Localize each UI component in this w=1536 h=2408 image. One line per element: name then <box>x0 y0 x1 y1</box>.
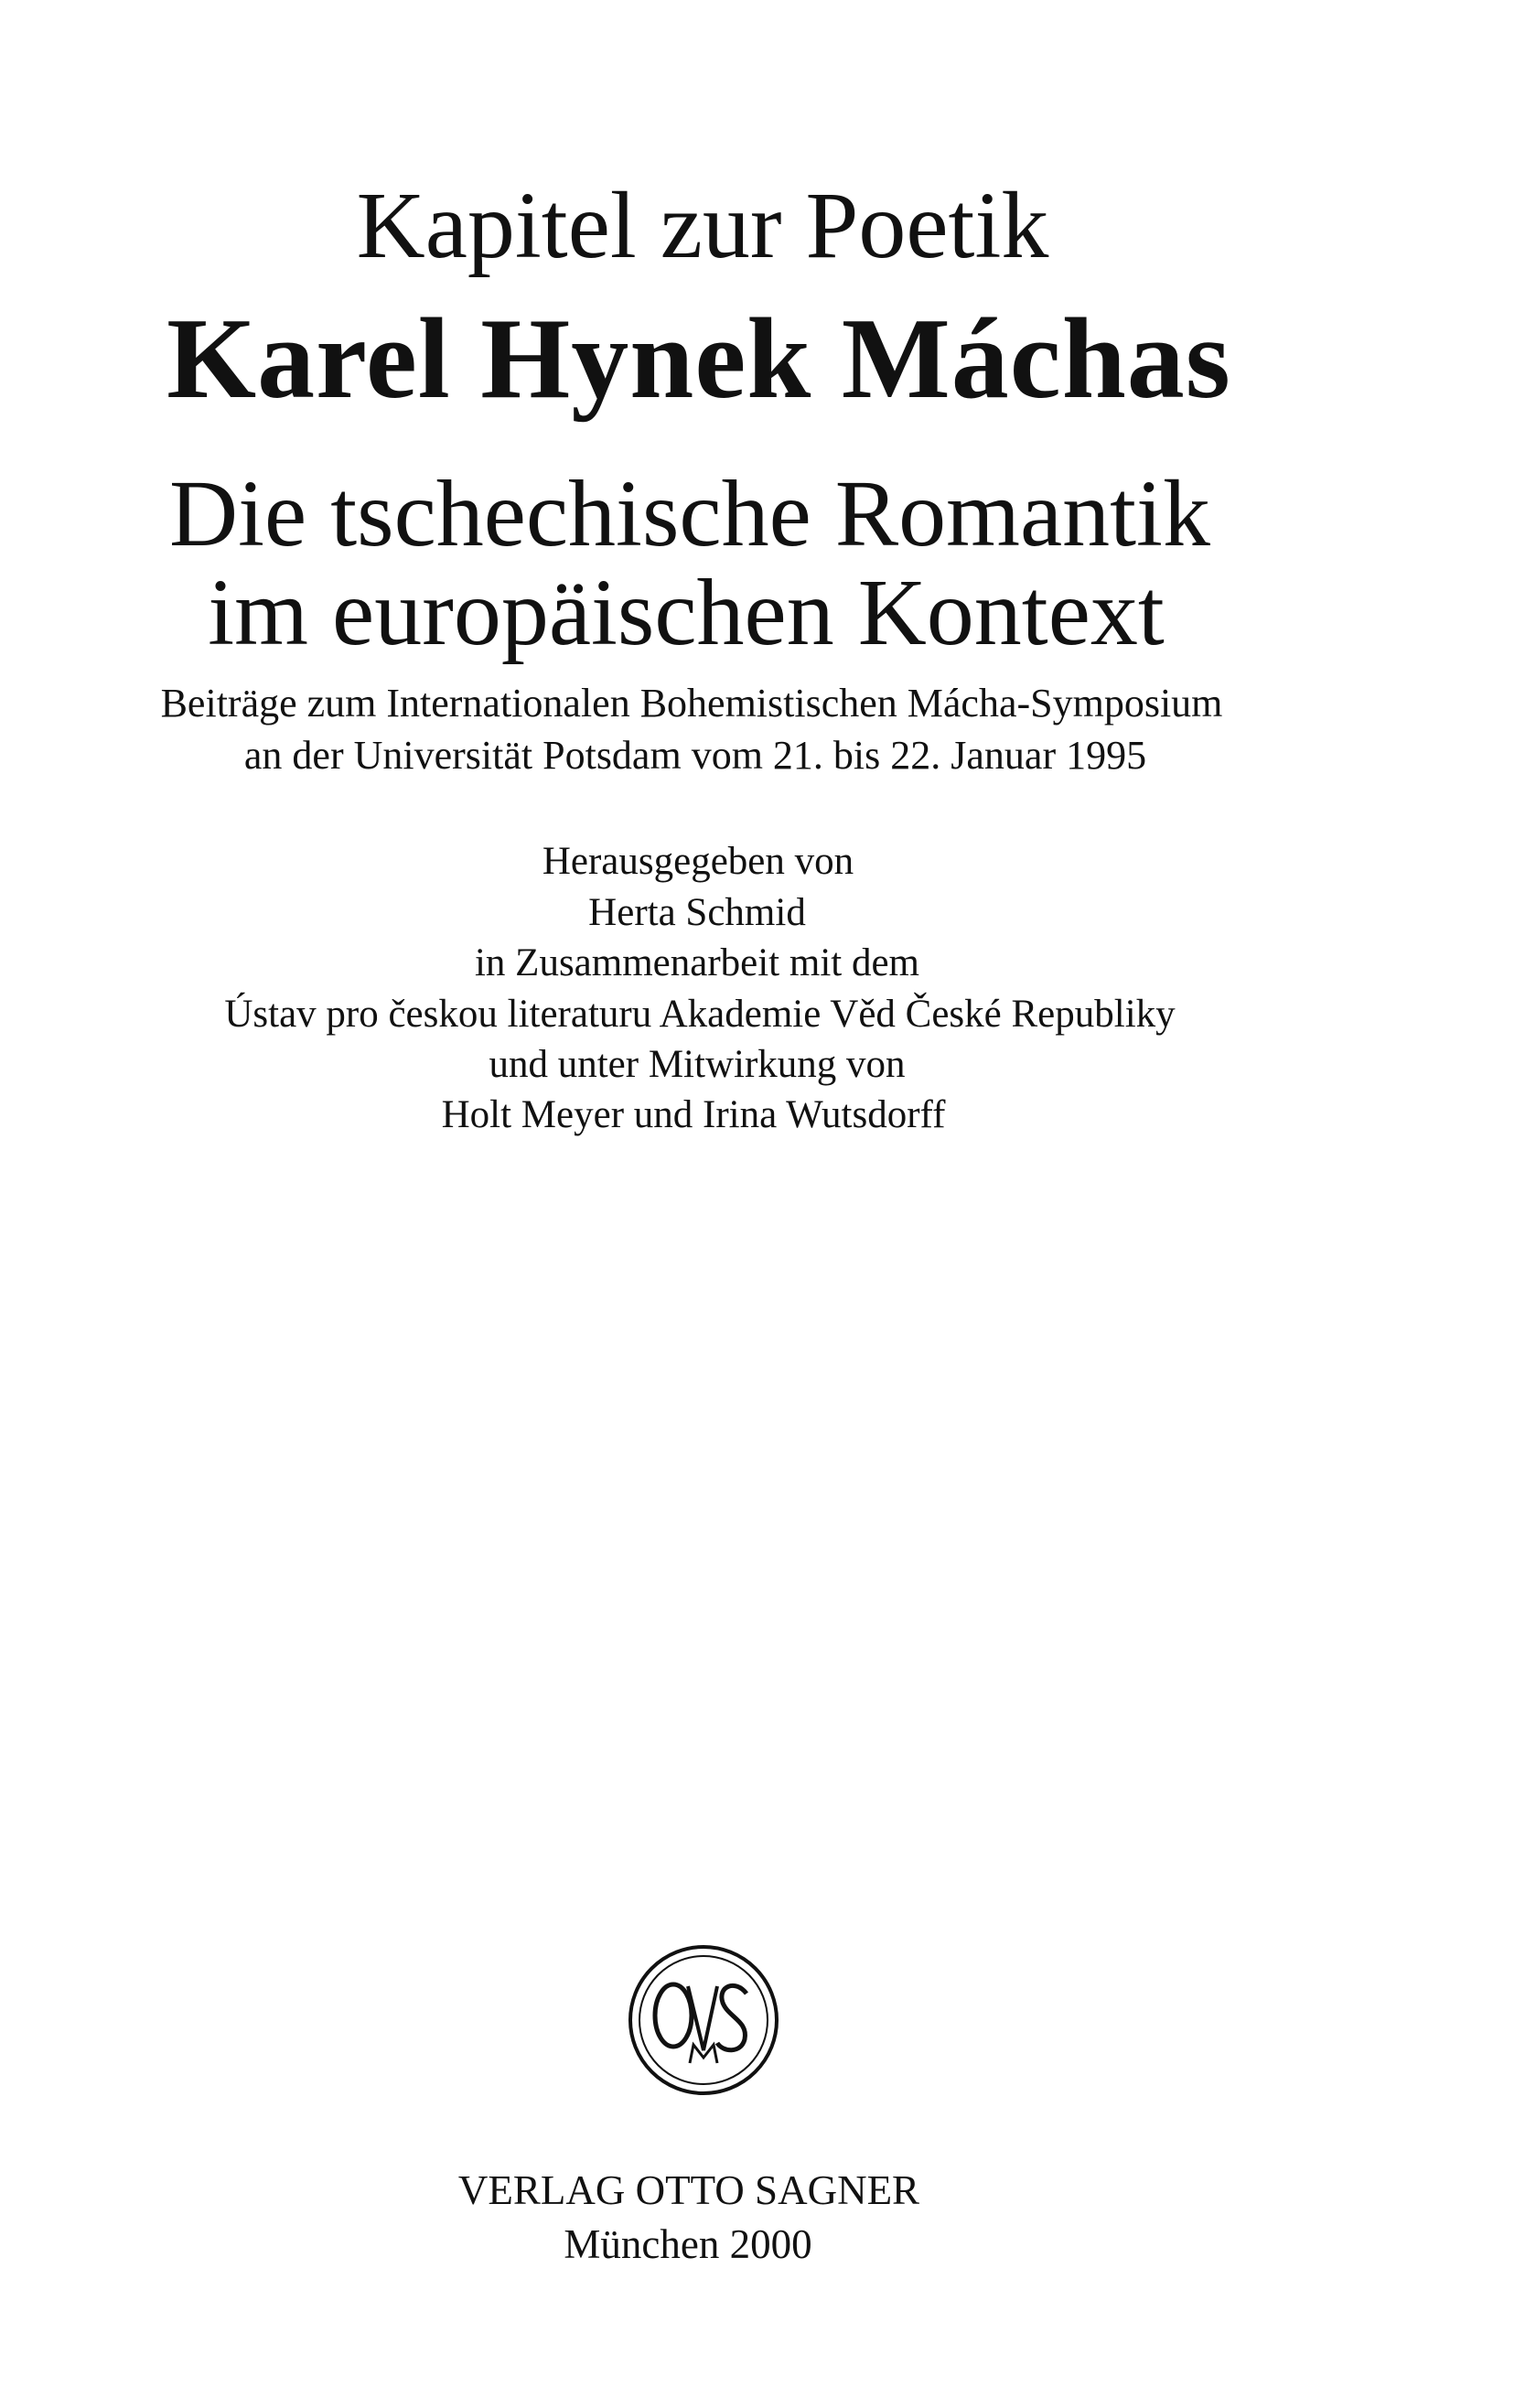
institute-name: Ústav pro českou literaturu Akademie Věd České Republiky <box>224 993 1176 1036</box>
editors-line: und unter Mitwirkung von <box>489 1043 906 1086</box>
editor-name: Herta Schmid <box>588 891 806 934</box>
subtitle-line-1: Die tschechische Romantik <box>169 461 1210 566</box>
subtitle-line-2: im europäischen Kontext <box>208 560 1165 665</box>
contributions-line-2: an der Universität Potsdam vom 21. bis 22. Januar 1995 <box>243 733 1147 778</box>
publication-place-year: München 2000 <box>564 2221 812 2267</box>
co-editor-names: Holt Meyer und Irina Wutsdorff <box>441 1093 946 1136</box>
editors-line: in Zusammenarbeit mit dem <box>474 941 920 984</box>
contributions-line-1: Beiträge zum Internationalen Bohemistischen Mácha-Symposium <box>160 681 1223 726</box>
otto-sagner-ovms-logo-icon <box>626 1942 781 2098</box>
publisher-name: VERLAG OTTO SAGNER <box>457 2167 920 2213</box>
series-title: Kapitel zur Poetik <box>356 173 1049 278</box>
editors-line: Herausgegeben von <box>542 840 854 883</box>
book-title: Karel Hynek Máchas <box>166 296 1231 423</box>
